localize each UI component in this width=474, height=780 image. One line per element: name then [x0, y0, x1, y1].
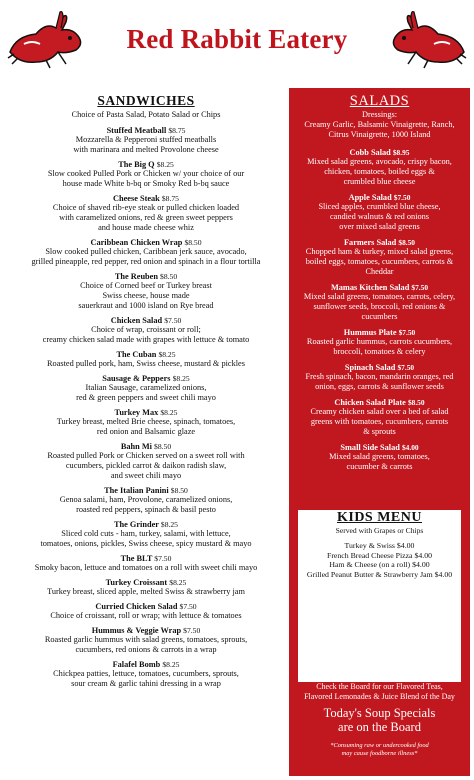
menu-item-description: Smoky bacon, lettuce and tomatoes on a roll with sweet chili mayo	[34, 563, 258, 572]
sandwiches-title: SANDWICHES	[97, 93, 195, 108]
menu-item-name: Cheese Steak	[113, 194, 160, 203]
menu-item-description: Chopped ham & turkey, mixed salad greens, boiled eggs, tomatoes, cucumbers, carrots & Cheddar	[305, 247, 454, 276]
menu-item-description: Mixed salad greens, tomatoes, cucumber & carrots	[329, 452, 430, 471]
menu-item-heading	[6, 374, 286, 383]
menu-item-name: The Big Q	[118, 160, 155, 169]
menu-item-name: Mamas Kitchen Salad	[330, 283, 410, 292]
sandwiches-section	[6, 93, 286, 694]
menu-item-description: Genoa salami, ham, Provolone, caramelized onions, roasted red peppers, spinach & basil pesto	[59, 495, 233, 514]
menu-item-price: $8.50	[407, 398, 425, 407]
menu-item-name: The Reuben	[114, 272, 158, 281]
menu-item-heading	[6, 626, 286, 635]
drinks-section	[289, 598, 470, 757]
menu-item-heading	[6, 602, 286, 611]
menu-item	[6, 660, 286, 689]
kids-item: Ham & Cheese (on a roll) $4.00	[329, 560, 430, 570]
drink-line: Hot Tea * Chai Tea	[347, 655, 412, 664]
menu-item	[289, 363, 470, 392]
kids-item: Turkey & Swiss $4.00	[344, 541, 415, 550]
menu-item-description: Choice of Corned beef or Turkey breast Swiss cheese, house made sauerkraut and 1000 island on Rye bread	[78, 281, 214, 310]
kids-item: French Bread Cheese Pizza $4.00	[326, 550, 432, 560]
menu-item-price: $8.95	[392, 148, 410, 157]
red-rabbit-logo-right	[386, 8, 468, 72]
menu-item-price: $7.50	[164, 316, 182, 325]
sandwiches-subtitle: Choice of Pasta Salad, Potato Salad or Chips	[71, 110, 221, 119]
menu-item-price: $8.25	[162, 660, 180, 669]
menu-item-name: The BLT	[120, 554, 153, 563]
menu-item	[6, 374, 286, 403]
menu-item-price: $8.25	[158, 350, 176, 359]
menu-item-heading	[6, 442, 286, 451]
menu-item-description: Chickpea patties, lettuce, tomatoes, cucumbers, sprouts, sour cream & garlic tahini dressing in a wrap	[53, 669, 239, 688]
menu-item-price: $8.50	[184, 238, 202, 247]
right-panel	[289, 88, 470, 776]
menu-item-name: The Italian Panini	[104, 486, 169, 495]
menu-item	[289, 328, 470, 357]
soup-specials: Today's Soup Specials are on the Board	[323, 706, 436, 735]
menu-item-price: $8.25	[156, 160, 174, 169]
menu-item-name: Cobb Salad	[349, 148, 391, 157]
menu-item-description: Sliced cold cuts - ham, turkey, salami, with lettuce, tomatoes, onions, pickles, Swiss cheese, spicy mustard & mayo	[40, 529, 252, 548]
menu-item-name: Curried Chicken Salad	[95, 602, 178, 611]
menu-item-description: Mozzarella & Pepperoni stuffed meatballs with marinara and melted Provolone cheese	[73, 135, 219, 154]
menu-item-heading	[6, 486, 286, 495]
menu-item-price: $7.50	[179, 602, 197, 611]
menu-item-heading	[6, 554, 286, 563]
menu-item	[289, 193, 470, 232]
menu-item	[6, 578, 286, 597]
menu-item-heading	[6, 272, 286, 281]
menu-item-description: Roasted pulled pork, ham, Swiss cheese, mustard & pickles	[47, 359, 245, 368]
menu-item-description: Turkey breast, melted Brie cheese, spinach, tomatoes, red onion and Balsamic glaze	[56, 417, 236, 436]
menu-item	[289, 148, 470, 187]
menu-item	[6, 408, 286, 437]
menu-item-description: Sliced apples, crumbled blue cheese, candied walnuts & red onions over mixed salad greens	[318, 202, 441, 231]
menu-item-heading	[6, 660, 286, 669]
menu-item-heading	[289, 443, 470, 452]
menu-item	[289, 238, 470, 277]
menu-item-price: $8.50	[160, 272, 178, 281]
menu-item-description: Choice of croissant, roll or wrap; with lettuce & tomatoes	[50, 611, 242, 620]
menu-item-price: $7.50	[393, 193, 411, 202]
menu-item-heading	[6, 126, 286, 135]
menu-item-description: Roasted garlic hummus with salad greens, tomatoes, sprouts, cucumbers, red onions & carrots in a wrap	[44, 635, 248, 654]
menu-item-description: Creamy chicken salad over a bed of salad greens with tomatoes, cucumbers, carrots & sprouts	[310, 407, 449, 436]
menu-item-description: Choice of wrap, croissant or roll; creamy chicken salad made with grapes with lettuce & tomato	[42, 325, 250, 344]
menu-item-name: Apple Salad	[348, 193, 392, 202]
menu-item-price: $8.25	[169, 578, 187, 587]
menu-item	[6, 126, 286, 155]
menu-item-price: $8.25	[160, 520, 178, 529]
salad-dressings: Dressings: Creamy Garlic, Balsamic Vinaigrette, Ranch, Citrus Vinaigrette, 1000 Island	[304, 110, 455, 139]
menu-item-price: $8.50	[398, 238, 416, 247]
menu-item	[6, 626, 286, 655]
kids-menu-subtitle: Served with Grapes or Chips	[335, 526, 424, 535]
menu-item	[289, 283, 470, 322]
menu-item-price: $8.50	[170, 486, 188, 495]
flavored-drinks-note: Check the Board for our Flavored Teas, Flavored Lemonades & Juice Blend of the Day	[304, 682, 455, 701]
menu-item-heading	[289, 193, 470, 202]
menu-item-name: The Cuban	[116, 350, 157, 359]
menu-item-price: $8.75	[168, 126, 186, 135]
menu-item-name: The Grinder	[114, 520, 159, 529]
menu-item-heading	[289, 283, 470, 292]
menu-item-price: $7.50	[398, 328, 416, 337]
menu-item-price: $8.25	[172, 374, 190, 383]
header	[0, 0, 474, 80]
menu-item-heading	[6, 350, 286, 359]
menu-item-heading	[6, 578, 286, 587]
menu-item-name: Sausage & Peppers	[102, 374, 171, 383]
menu-item-name: Stuffed Meatball	[106, 126, 167, 135]
menu-item-heading	[6, 160, 286, 169]
drink-line: Root Beer * Ginger-Ale	[339, 635, 420, 644]
menu-item	[6, 554, 286, 573]
salad-list	[289, 148, 470, 472]
menu-item-description: Choice of shaved rib-eye steak or pulled chicken loaded with caramelized onions, red & green sweet peppers and house made cheese whiz	[52, 203, 240, 232]
drink-line: Coke * Sprite * Diet	[345, 645, 414, 654]
menu-item	[6, 238, 286, 267]
menu-item-heading	[289, 148, 470, 157]
menu-item-price: $8.50	[154, 442, 172, 451]
menu-item-heading	[6, 408, 286, 417]
menu-item-heading	[6, 316, 286, 325]
menu-item-price: $4.00	[401, 443, 419, 452]
menu-item-name: Farmers Salad	[343, 238, 397, 247]
menu-item-description: Roasted pulled Pork or Chicken served on a sweet roll with cucumbers, pickled carrot & daikon radish slaw, and sweet chili mayo	[47, 451, 245, 480]
menu-item-heading	[289, 328, 470, 337]
menu-item-name: Spinach Salad	[344, 363, 396, 372]
menu-item-price: $7.50	[411, 283, 429, 292]
menu-item	[6, 316, 286, 345]
menu-item-description: Fresh spinach, bacon, mandarin oranges, red onion, eggs, carrots & sunflower seeds	[305, 372, 454, 391]
menu-item-price: $7.50	[154, 554, 172, 563]
drinks-list	[289, 615, 470, 675]
menu-item-description: Slow cooked Pulled Pork or Chicken w/ your choice of our house made White b-bq or Smoky Red b-bq sauce	[47, 169, 245, 188]
menu-item	[6, 350, 286, 369]
menu-item	[6, 160, 286, 189]
menu-item-name: Bahn Mi	[120, 442, 152, 451]
menu-item-name: Hummus Plate	[343, 328, 397, 337]
drink-line: Fresh Squeezed Lemonade	[334, 625, 425, 634]
menu-item-heading	[289, 398, 470, 407]
menu-item-name: Hummus & Veggie Wrap	[91, 626, 182, 635]
menu-item-heading	[6, 238, 286, 247]
menu-item	[289, 398, 470, 437]
menu-item-heading	[289, 363, 470, 372]
menu-item-heading	[6, 520, 286, 529]
menu-item-name: Turkey Croissant	[105, 578, 168, 587]
drink-line: Hot or Iced Coffee	[348, 665, 411, 674]
menu-item	[6, 194, 286, 233]
menu-item-description: Mixed salad greens, tomatoes, carrots, celery, sunflower seeds, broccoli, red onions & cucumbers	[303, 292, 456, 321]
menu-item-name: Falafel Bomb	[112, 660, 161, 669]
menu-item	[6, 520, 286, 549]
menu-item-price: $8.25	[160, 408, 178, 417]
menu-item-description: Slow cooked pulled chicken, Caribbean jerk sauce, avocado, grilled pineapple, red pepper, red onion and spinach in a flour tortilla	[31, 247, 261, 266]
kids-menu-title: KIDS MENU	[336, 510, 422, 525]
menu-item	[6, 602, 286, 621]
menu-item-name: Caribbean Chicken Wrap	[90, 238, 183, 247]
menu-item-name: Chicken Salad Plate	[334, 398, 406, 407]
drink-line: Sweet Iced Tea * Un-Sweet Tea	[326, 615, 433, 624]
restaurant-title: Red Rabbit Eatery	[126, 24, 348, 54]
menu-item-description: Roasted garlic hummus, carrots cucumbers, broccoli, tomatoes & celery	[306, 337, 453, 356]
menu-item-price: $8.75	[161, 194, 179, 203]
menu-item-name: Small Side Salad	[340, 443, 400, 452]
menu-item-description: Mixed salad greens, avocado, crispy bacon, chicken, tomatoes, boiled eggs & crumbled blue cheese	[307, 157, 452, 186]
menu-item-description: Turkey breast, sliced apple, melted Swiss & strawberry jam	[47, 587, 245, 596]
menu-item-heading	[6, 194, 286, 203]
menu-item-heading	[289, 238, 470, 247]
menu-item-price: $7.50	[397, 363, 415, 372]
salads-title: SALADS	[349, 93, 410, 109]
food-safety-disclaimer: *Consuming raw or undercooked food may cause foodborne illness*	[330, 742, 429, 757]
menu-item-price: $7.50	[183, 626, 201, 635]
menu-item-name: Turkey Max	[114, 408, 159, 417]
menu-item-description: Italian Sausage, caramelized onions, red & green peppers and sweet chili mayo	[76, 383, 216, 402]
menu-item	[289, 443, 470, 472]
kids-item: Grilled Peanut Butter & Strawberry Jam $4.00	[306, 569, 453, 579]
drinks-title: DRINKS	[350, 598, 409, 613]
menu-item	[6, 486, 286, 515]
menu-item	[6, 272, 286, 311]
sandwich-list	[6, 126, 286, 689]
menu-item	[6, 442, 286, 481]
menu-item-name: Chicken Salad	[110, 316, 163, 325]
